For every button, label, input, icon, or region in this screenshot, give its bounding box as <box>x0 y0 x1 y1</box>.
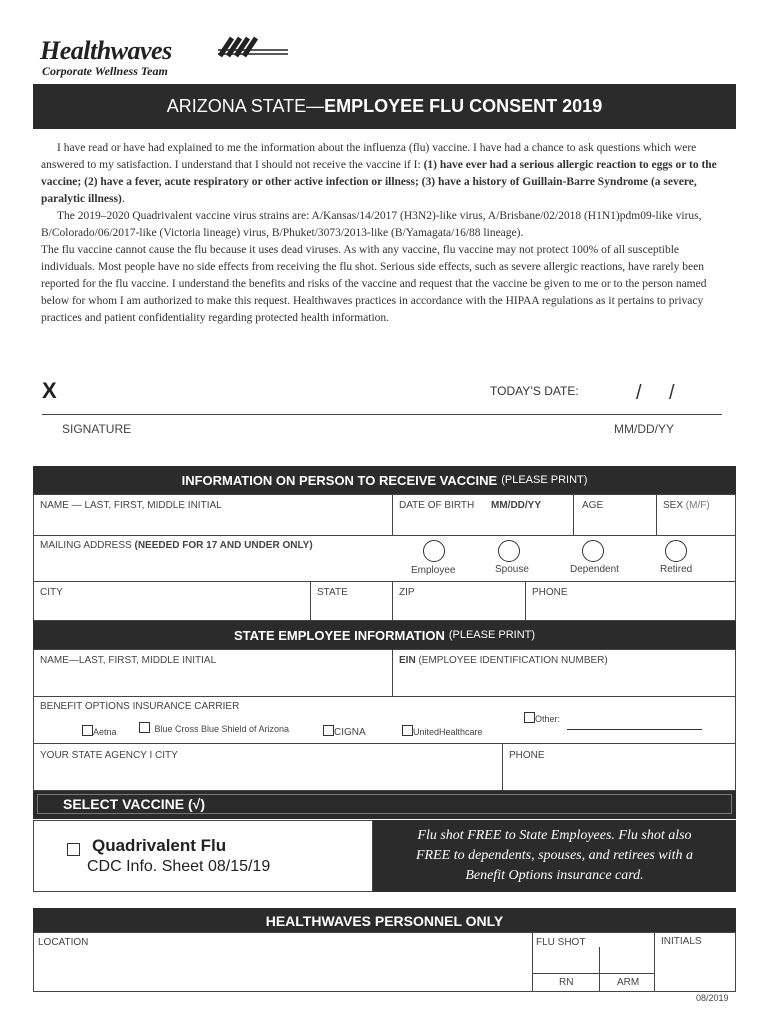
footer-date: 08/2019 <box>696 993 729 1003</box>
cdc-info-sheet: CDC Info. Sheet 08/15/19 <box>87 858 271 875</box>
recipient-age-field[interactable] <box>573 494 657 536</box>
consent-p1-conditions: (1) have ever had a serious allergic reaction to eggs or to the vaccine; (2) have a fever, acute respiratory or other active infection or illness; (3) have a history of Guillain-Barre Syndrome (a severe, paralytic illness) <box>41 159 717 205</box>
signature-line <box>42 414 722 415</box>
state-field[interactable] <box>310 581 393 621</box>
recipient-dob-field[interactable] <box>392 494 574 536</box>
todays-date-label: TODAY’S DATE: <box>490 384 579 398</box>
agency-label: YOUR STATE AGENCY I CITY <box>40 750 178 761</box>
employee-name-field[interactable] <box>33 649 393 697</box>
logo-waves-icon <box>218 34 288 62</box>
employee-section-header <box>33 621 736 649</box>
mailing-label <box>40 540 313 551</box>
employee-radio[interactable] <box>423 540 445 562</box>
initials-field[interactable] <box>654 932 736 992</box>
ein-note: (EMPLOYEE IDENTIFICATION NUMBER) <box>418 655 608 666</box>
zip-field[interactable] <box>392 581 526 621</box>
dependent-label: Dependent <box>570 564 619 575</box>
age-label: AGE <box>582 500 604 511</box>
bcbs-label: Blue Cross Blue Shield of Arizona <box>154 724 290 734</box>
ein-field[interactable] <box>392 649 736 697</box>
date-slash-1: / <box>636 382 642 404</box>
mailing-note: (NEEDED FOR 17 AND UNDER ONLY) <box>134 540 313 551</box>
recipient-phone-label: PHONE <box>532 587 568 598</box>
dob-format: MM/DD/YY <box>491 500 541 511</box>
retired-radio[interactable] <box>665 540 687 562</box>
free-shot-banner <box>373 820 736 892</box>
cigna-label: CIGNA <box>334 727 366 738</box>
date-slash-2: / <box>669 382 675 404</box>
quadrivalent-option[interactable] <box>33 820 373 892</box>
sex-note: (M/F) <box>685 500 710 511</box>
flu-shot-label: FLU SHOT <box>536 937 586 948</box>
united-checkbox[interactable] <box>402 725 413 736</box>
united-label: UnitedHealthcare <box>413 727 483 737</box>
signature-field[interactable] <box>70 372 470 412</box>
other-line[interactable] <box>567 729 702 730</box>
logo-tagline: Corporate Wellness Team <box>42 64 168 78</box>
sex-label <box>663 500 710 511</box>
select-vaccine-bar <box>33 791 736 819</box>
dependent-radio[interactable] <box>582 540 604 562</box>
bcbs-option[interactable] <box>139 719 289 737</box>
benefit-label: BENEFIT OPTIONS INSURANCE CARRIER <box>40 701 240 712</box>
recipient-header-note: (PLEASE PRINT) <box>501 474 588 486</box>
city-field[interactable] <box>33 581 311 621</box>
mailing-address-field[interactable] <box>33 535 736 582</box>
quadrivalent-checkbox[interactable] <box>67 843 80 856</box>
signature-label: SIGNATURE <box>62 422 132 436</box>
select-vaccine-header: SELECT VACCINE (√) <box>63 796 205 812</box>
recipient-section-header <box>33 466 736 494</box>
ein-label <box>399 655 608 666</box>
employee-phone-field[interactable] <box>502 743 736 791</box>
zip-label: ZIP <box>399 587 415 598</box>
united-option[interactable] <box>402 722 483 740</box>
todays-date-field[interactable] <box>600 376 715 412</box>
aetna-option[interactable] <box>82 722 117 740</box>
quadrivalent-label: Quadrivalent Flu <box>92 836 227 855</box>
spouse-radio[interactable] <box>498 540 520 562</box>
aetna-label: Aetna <box>93 727 117 737</box>
consent-p1-a: I have read or have had explained to me the information about the influenza (flu) vaccine. I have had a chance to ask questions which were answered to my satisfaction. I understand that I should not receive the vaccine if I: <box>41 142 697 171</box>
date-format-label: MM/DD/YY <box>614 422 674 436</box>
recipient-name-label: NAME — LAST, FIRST, MIDDLE INITIAL <box>40 500 222 511</box>
initials-label: INITIALS <box>661 936 702 947</box>
flu-shot-field[interactable] <box>532 932 655 992</box>
arm-label: ARM <box>617 977 640 988</box>
mailing-text: MAILING ADDRESS <box>40 540 132 551</box>
sex-text: SEX <box>663 500 684 511</box>
employee-phone-label: PHONE <box>509 750 545 761</box>
bcbs-checkbox[interactable] <box>139 722 150 733</box>
personnel-section-header <box>33 908 736 933</box>
free-shot-text: Flu shot FREE to State Employees. Flu shot also FREE to dependents, spouses, and retirees with a Benefit Options insurance card. <box>416 828 693 883</box>
aetna-checkbox[interactable] <box>82 725 93 736</box>
other-label: Other: <box>535 714 561 724</box>
city-label: CITY <box>40 587 63 598</box>
logo <box>40 36 172 66</box>
employee-name-label: NAME—LAST, FIRST, MIDDLE INITIAL <box>40 655 217 666</box>
state-label: STATE <box>317 587 348 598</box>
recipient-header-bold: INFORMATION ON PERSON TO RECEIVE VACCINE <box>181 472 498 488</box>
location-label: LOCATION <box>38 937 89 948</box>
consent-p1-c: . <box>121 193 125 205</box>
recipient-phone-field[interactable] <box>525 581 736 621</box>
other-checkbox[interactable] <box>524 712 535 723</box>
employee-header-note: (PLEASE PRINT) <box>448 629 536 641</box>
consent-paragraph-2: The 2019–2020 Quadrivalent vaccine virus strains are: A/Kansas/14/2017 (H3N2)-like virus, A/Brisbane/02/2018 (H1N1)pdm09-like virus, B/Colorado/06/2017-like (Victoria lineage) virus, B/Phuket/3073/2013-like (B/Yamagata/16/88 lineage). <box>41 210 702 239</box>
other-option[interactable] <box>524 709 560 727</box>
retired-label: Retired <box>660 564 693 575</box>
dob-label: DATE OF BIRTH <box>399 500 475 511</box>
signature-x: X <box>42 378 57 403</box>
ein-bold: EIN <box>399 655 416 666</box>
page-title <box>33 84 736 129</box>
flu-shot-divider <box>599 947 600 992</box>
rn-label: RN <box>559 977 574 988</box>
personnel-header: HEALTHWAVES PERSONNEL ONLY <box>265 912 504 929</box>
recipient-name-field[interactable] <box>33 494 393 536</box>
recipient-sex-field[interactable] <box>656 494 736 536</box>
employee-header-bold: STATE EMPLOYEE INFORMATION <box>233 627 445 643</box>
title-bold: EMPLOYEE FLU CONSENT 2019 <box>324 96 603 116</box>
location-field[interactable] <box>33 932 533 992</box>
consent-paragraph-3: The flu vaccine cannot cause the flu because it uses dead viruses. As with any vaccine, flu vaccine may not protect 100% of all susceptible individuals. Most people have no side effects from receiving the flu shot. Serious side effects, such as severe allergic reactions, have rarely been reported for the flu vaccine. I understand the benefits and risks of the vaccine and request that the vaccine be given to me or to the person named below for whom I am authorized to make this request. Healthwaves practices in accordance with the HIPAA regulations as it pertains to privacy practices and patient confidentiality regarding protected health information. <box>41 244 707 324</box>
logo-name: Healthwaves <box>40 36 172 65</box>
spouse-label: Spouse <box>495 564 529 575</box>
flu-shot-hline <box>533 973 654 974</box>
title-prefix: ARIZONA STATE— <box>166 96 325 116</box>
agency-field[interactable] <box>33 743 503 791</box>
consent-text <box>41 140 731 327</box>
consent-paragraph-1 <box>41 140 731 208</box>
cigna-checkbox[interactable] <box>323 725 334 736</box>
cigna-option[interactable] <box>323 722 366 740</box>
employee-label: Employee <box>411 565 456 576</box>
